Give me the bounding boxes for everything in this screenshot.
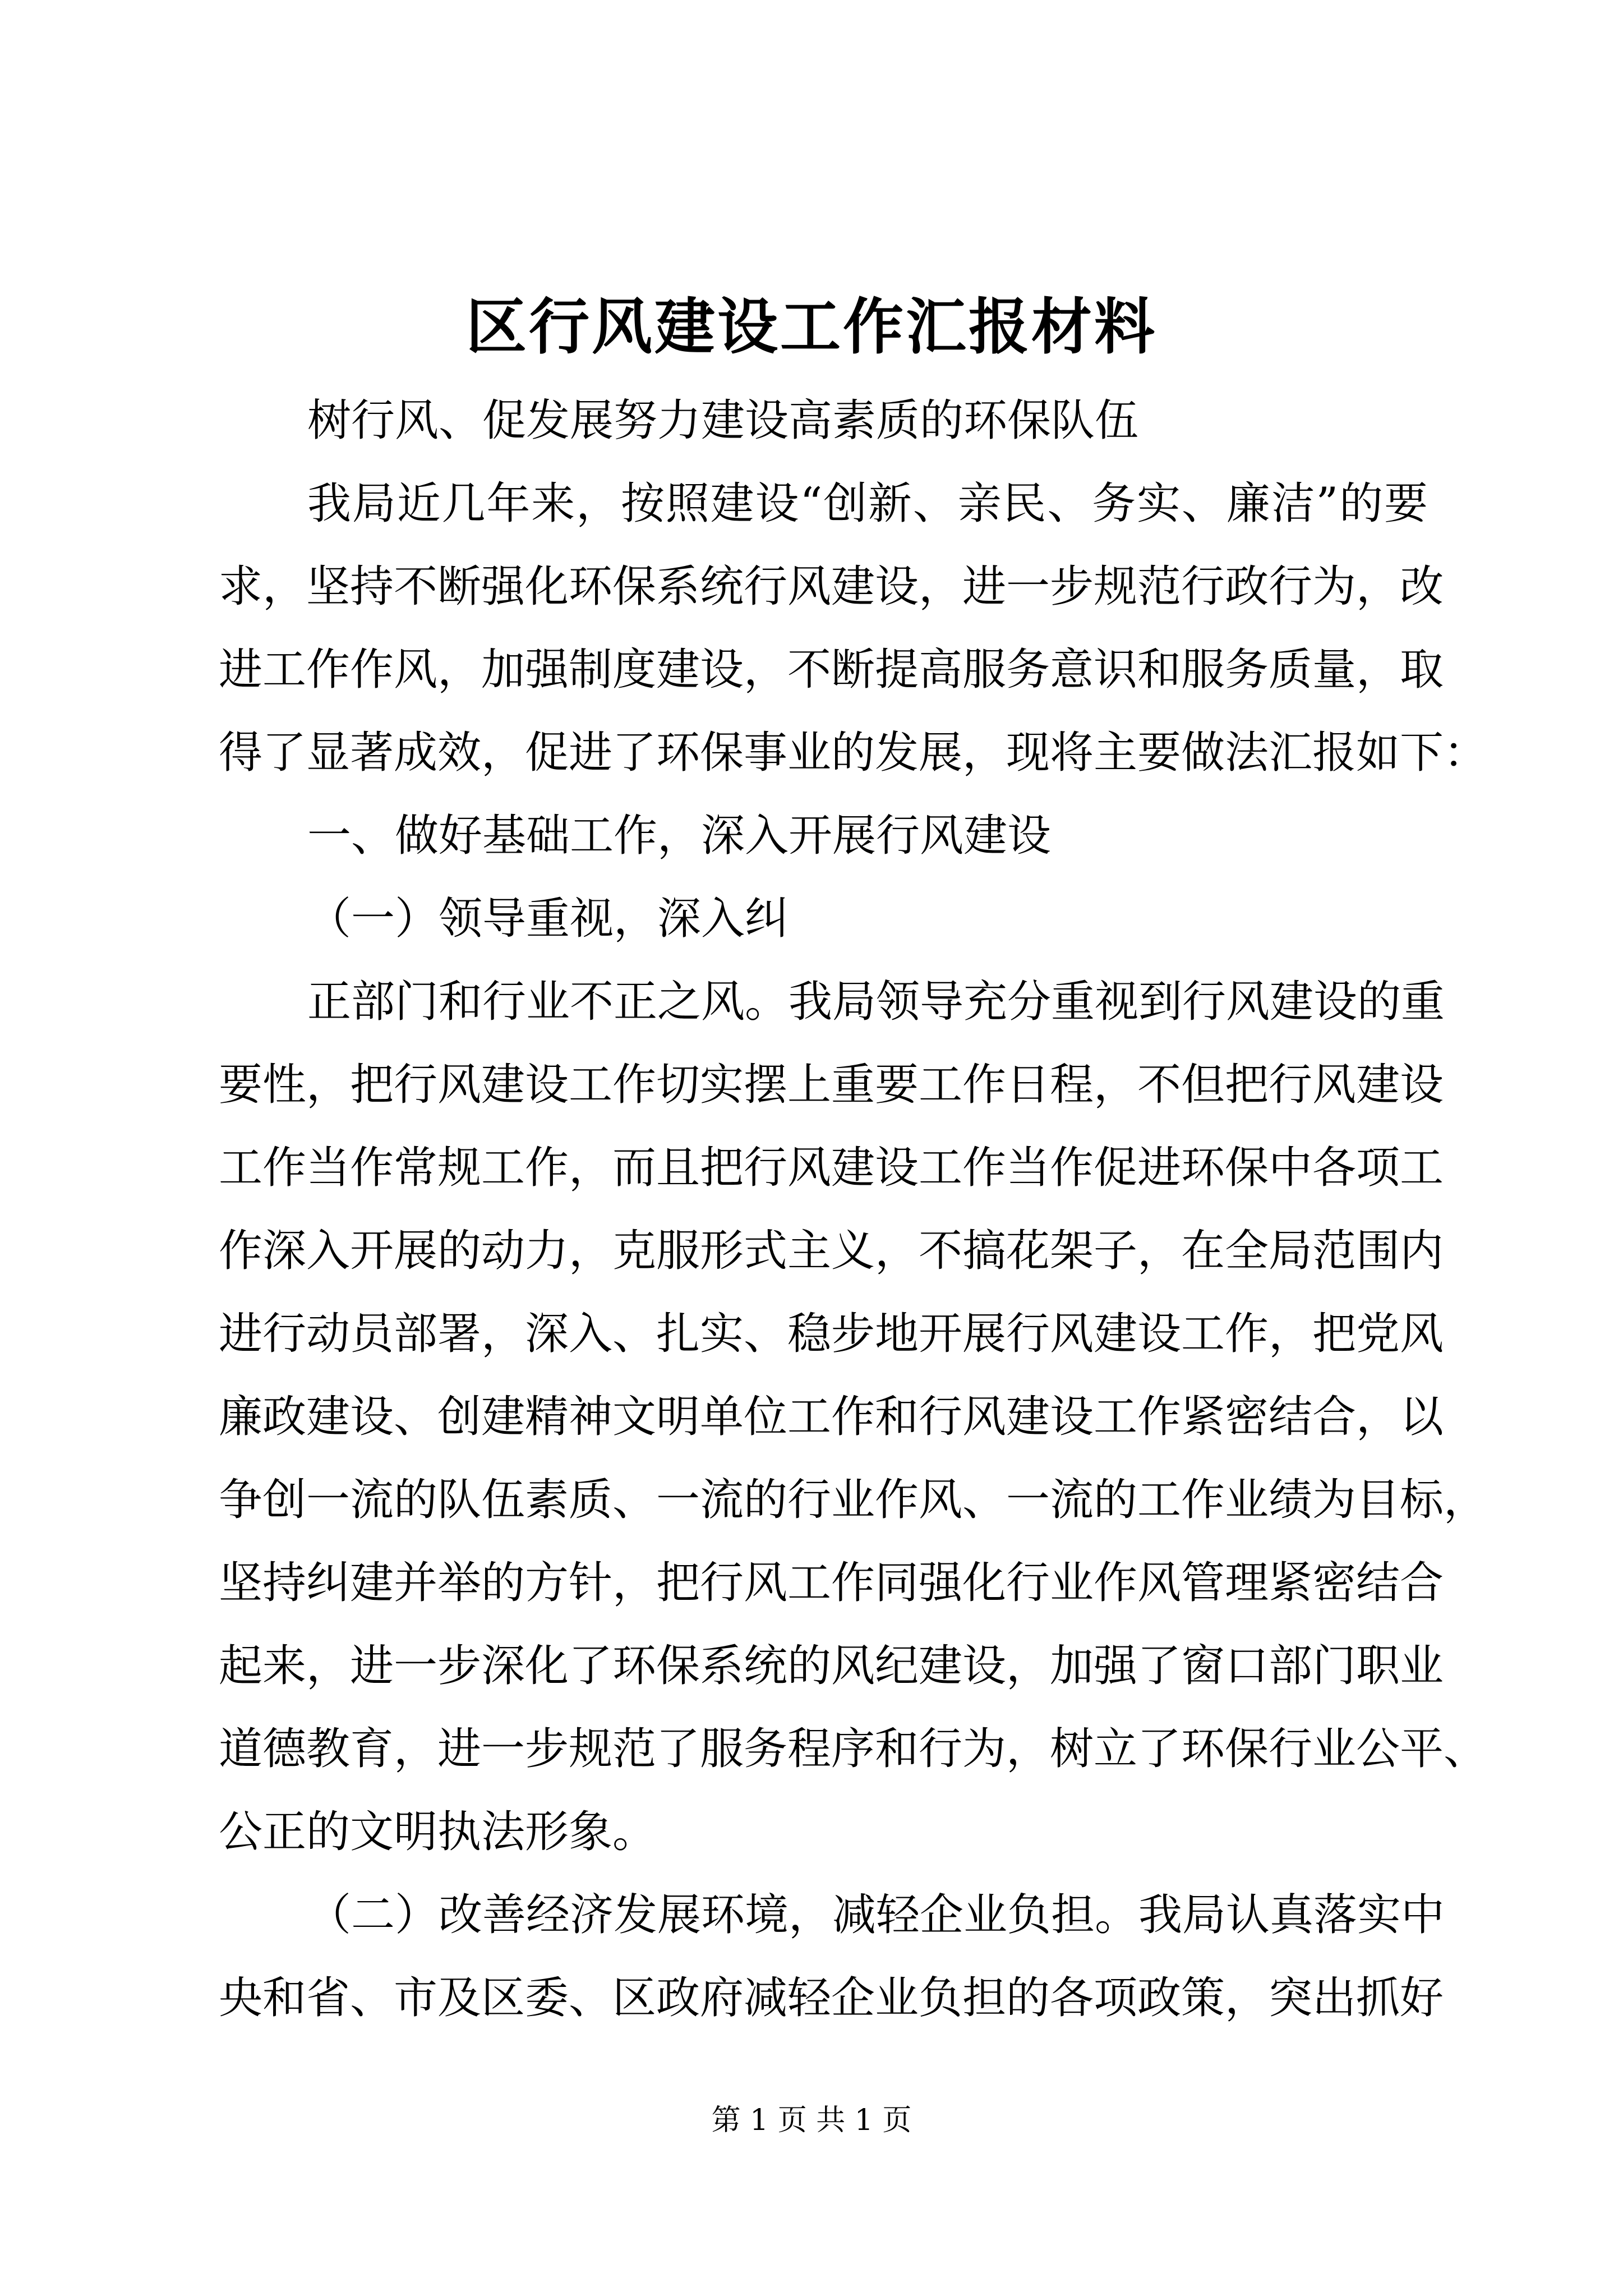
document-title: 区行风建设工作汇报材料	[465, 292, 1157, 362]
body-line: 我局近几年来，按照建设“创新、亲民、务实、廉洁”的要	[307, 478, 1428, 529]
body-line: 求，坚持不断强化环保系统行风建设，进一步规范行政行为，改	[219, 562, 1444, 612]
body-line: 工作当作常规工作，而且把行风建设工作当作促进环保中各项工	[219, 1143, 1444, 1193]
body-line: 廉政建设、创建精神文明单位工作和行风建设工作紧密结合，以	[219, 1392, 1444, 1442]
body-line: 要性，把行风建设工作切实摆上重要工作日程，不但把行风建设	[219, 1060, 1444, 1110]
body-line: 起来，进一步深化了环保系统的风纪建设，加强了窗口部门职业	[219, 1641, 1444, 1691]
body-line: （二）改善经济发展环境，减轻企业负担。我局认真落实中	[307, 1890, 1445, 1940]
page-footer: 第 1 页 共 1 页	[711, 2104, 912, 2137]
body-line: 得了显著成效，促进了环保事业的发展，现将主要做法汇报如下：	[219, 728, 1488, 778]
body-line: 坚持纠建并举的方针，把行风工作同强化行业作风管理紧密结合	[219, 1558, 1444, 1608]
body-line: 道德教育，进一步规范了服务程序和行为，树立了环保行业公平、	[219, 1724, 1488, 1774]
subsection-heading: （一）领导重视，深入纠	[307, 894, 789, 944]
body-line: 公正的文明执法形象。	[219, 1807, 657, 1857]
body-line: 争创一流的队伍素质、一流的行业作风、一流的工作业绩为目标，	[219, 1475, 1488, 1525]
section-heading: 一、做好基础工作，深入开展行风建设	[307, 811, 1052, 861]
subtitle-line: 树行风、促发展努力建设高素质的环保队伍	[307, 395, 1139, 446]
body-line: 正部门和行业不正之风。我局领导充分重视到行风建设的重	[307, 977, 1445, 1027]
body-line: 作深入开展的动力，克服形式主义，不搞花架子，在全局范围内	[219, 1226, 1444, 1276]
body-line: 央和省、市及区委、区政府减轻企业负担的各项政策，突出抓好	[219, 1973, 1444, 2023]
body-line: 进行动员部署，深入、扎实、稳步地开展行风建设工作，把党风	[219, 1309, 1444, 1359]
body-line: 进工作作风，加强制度建设，不断提高服务意识和服务质量，取	[219, 645, 1444, 695]
